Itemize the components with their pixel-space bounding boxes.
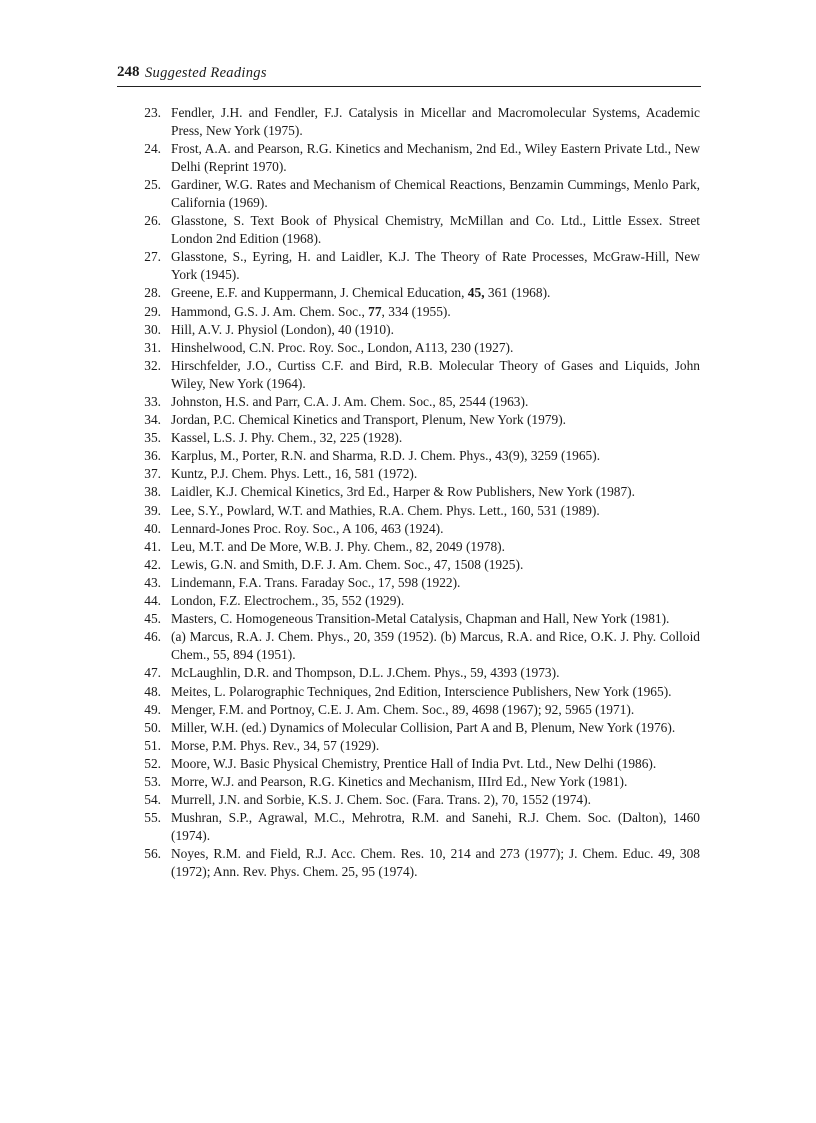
reference-text: Glasstone, S. Text Book of Physical Chemistry, McMillan and Co. Ltd., Little Essex. Street London 2nd Edition (1968). bbox=[171, 213, 700, 247]
reference-item bbox=[133, 483, 700, 501]
reference-item bbox=[133, 357, 700, 393]
reference-number: 39. bbox=[144, 502, 161, 518]
reference-text: Lewis, G.N. and Smith, D.F. J. Am. Chem. Soc., 47, 1508 (1925). bbox=[171, 556, 524, 572]
reference-number: 49. bbox=[144, 701, 161, 717]
reference-text: Kassel, L.S. J. Phy. Chem., 32, 225 (1928). bbox=[171, 430, 403, 446]
reference-item bbox=[133, 339, 700, 357]
reference-item bbox=[133, 104, 700, 140]
reference-item bbox=[133, 755, 700, 773]
reference-number: 33. bbox=[144, 394, 161, 409]
reference-text: Meites, L. Polarographic Techniques, 2nd Edition, Interscience Publishers, New York (1965). bbox=[171, 683, 672, 699]
reference-item bbox=[133, 719, 700, 737]
reference-number: 48. bbox=[144, 683, 161, 699]
reference-item bbox=[133, 393, 700, 411]
reference-number: 44. bbox=[144, 593, 161, 609]
reference-text: Leu, M.T. and De More, W.B. J. Phy. Chem., 82, 2049 (1978). bbox=[171, 538, 505, 554]
reference-text: Morse, P.M. Phys. Rev., 34, 57 (1929). bbox=[171, 737, 380, 753]
reference-number: 42. bbox=[144, 556, 161, 572]
reference-item bbox=[133, 212, 700, 248]
page-header bbox=[117, 64, 701, 87]
reference-number: 24. bbox=[144, 140, 161, 156]
reference-number: 43. bbox=[144, 574, 161, 590]
reference-text: Kuntz, P.J. Chem. Phys. Lett., 16, 581 (1972). bbox=[171, 466, 418, 482]
reference-item bbox=[133, 664, 700, 682]
running-title: Suggested Readings bbox=[145, 65, 267, 81]
reference-text bbox=[171, 285, 550, 300]
reference-item bbox=[133, 248, 700, 284]
reference-text: Laidler, K.J. Chemical Kinetics, 3rd Ed., Harper & Row Publishers, New York (1987). bbox=[171, 484, 635, 500]
reference-number: 27. bbox=[144, 249, 161, 265]
reference-text: (a) Marcus, R.A. J. Chem. Phys., 20, 359 (1952). (b) Marcus, R.A. and Rice, O.K. J. Phy. Colloid Chem., 55, 894 (1951). bbox=[171, 629, 700, 663]
reference-text: Hinshelwood, C.N. Proc. Roy. Soc., London, A113, 230 (1927). bbox=[171, 339, 514, 355]
reference-number: 38. bbox=[144, 484, 161, 500]
reference-list bbox=[133, 104, 700, 882]
reference-text: Johnston, H.S. and Parr, C.A. J. Am. Chem. Soc., 85, 2544 (1963). bbox=[171, 394, 529, 409]
reference-text-part: Hammond, G.S. J. Am. Chem. Soc., bbox=[171, 303, 369, 319]
reference-text-part: Greene, E.F. and Kuppermann, J. Chemical Education, bbox=[171, 285, 468, 301]
reference-item bbox=[133, 809, 700, 845]
reference-number: 50. bbox=[144, 719, 161, 735]
reference-item bbox=[133, 737, 700, 755]
reference-item bbox=[133, 429, 700, 447]
reference-item bbox=[133, 284, 700, 302]
reference-number: 54. bbox=[144, 792, 161, 808]
reference-item bbox=[133, 628, 700, 664]
page-number: 248 bbox=[117, 64, 140, 80]
reference-text-part: 361 (1968). bbox=[484, 285, 551, 301]
reference-item bbox=[133, 610, 700, 628]
reference-number: 34. bbox=[144, 412, 161, 428]
reference-item bbox=[133, 520, 700, 538]
reference-number: 23. bbox=[144, 104, 161, 120]
reference-text: Frost, A.A. and Pearson, R.G. Kinetics and Mechanism, 2nd Ed., Wiley Eastern Private Ltd., New Delhi (Reprint 1970). bbox=[171, 140, 700, 174]
reference-item bbox=[133, 321, 700, 339]
reference-text: Lindemann, F.A. Trans. Faraday Soc., 17, 598 (1922). bbox=[171, 574, 461, 590]
reference-text: Murrell, J.N. and Sorbie, K.S. J. Chem. Soc. (Fara. Trans. 2), 70, 1552 (1974). bbox=[171, 792, 591, 808]
reference-number: 35. bbox=[144, 430, 161, 446]
reference-item bbox=[133, 538, 700, 556]
reference-item bbox=[133, 845, 700, 881]
reference-number: 32. bbox=[144, 357, 161, 373]
reference-text: Hill, A.V. J. Physiol (London), 40 (1910). bbox=[171, 321, 394, 337]
reference-text: Gardiner, W.G. Rates and Mechanism of Chemical Reactions, Benzamin Cummings, Menlo Park, California (1969). bbox=[171, 176, 700, 210]
reference-item bbox=[133, 791, 700, 809]
reference-number: 45. bbox=[144, 611, 161, 627]
reference-text: Jordan, P.C. Chemical Kinetics and Transport, Plenum, New York (1979). bbox=[171, 412, 567, 428]
reference-number: 41. bbox=[144, 538, 161, 554]
reference-text: Noyes, R.M. and Field, R.J. Acc. Chem. Res. 10, 214 and 273 (1977); J. Chem. Educ. 49, 308 (1972); Ann. Rev. Phys. Chem. 25, 95 (1974). bbox=[171, 846, 700, 880]
reference-text: Glasstone, S., Eyring, H. and Laidler, K.J. The Theory of Rate Processes, McGraw-Hill, New York (1945). bbox=[171, 249, 700, 283]
reference-text: Lee, S.Y., Powlard, W.T. and Mathies, R.A. Chem. Phys. Lett., 160, 531 (1989). bbox=[171, 502, 600, 518]
reference-text: Miller, W.H. (ed.) Dynamics of Molecular Collision, Part A and B, Plenum, New York (1976). bbox=[171, 719, 676, 735]
reference-item bbox=[133, 411, 700, 429]
reference-number: 51. bbox=[144, 737, 161, 753]
reference-number: 52. bbox=[144, 755, 161, 771]
reference-number: 53. bbox=[144, 773, 161, 789]
reference-text: Lennard-Jones Proc. Roy. Soc., A 106, 463 (1924). bbox=[171, 520, 444, 536]
reference-text: Menger, F.M. and Portnoy, C.E. J. Am. Chem. Soc., 89, 4698 (1967); 92, 5965 (1971). bbox=[171, 701, 635, 717]
reference-text: Hirschfelder, J.O., Curtiss C.F. and Bird, R.B. Molecular Theory of Gases and Liquids, John Wiley, New York (1964). bbox=[171, 357, 700, 391]
reference-volume-bold: 77 bbox=[368, 303, 382, 319]
reference-item bbox=[133, 701, 700, 719]
reference-item bbox=[133, 574, 700, 592]
reference-text-part: , 334 (1955). bbox=[381, 303, 451, 319]
reference-text: Fendler, J.H. and Fendler, F.J. Catalysis in Micellar and Macromolecular Systems, Academic Press, New York (1975). bbox=[171, 104, 700, 138]
reference-number: 26. bbox=[144, 213, 161, 229]
reference-text bbox=[171, 304, 451, 319]
reference-number: 55. bbox=[144, 810, 161, 826]
reference-item bbox=[133, 556, 700, 574]
reference-number: 37. bbox=[144, 466, 161, 482]
reference-text: Morre, W.J. and Pearson, R.G. Kinetics and Mechanism, IIIrd Ed., New York (1981). bbox=[171, 773, 628, 789]
reference-item bbox=[133, 592, 700, 610]
reference-volume-bold: 45, bbox=[467, 285, 485, 301]
reference-number: 31. bbox=[144, 339, 161, 355]
reference-item bbox=[133, 502, 700, 520]
reference-text: Moore, W.J. Basic Physical Chemistry, Prentice Hall of India Pvt. Ltd., New Delhi (1986). bbox=[171, 755, 657, 771]
reference-number: 56. bbox=[144, 846, 161, 862]
reference-number: 30. bbox=[144, 321, 161, 337]
reference-text: London, F.Z. Electrochem., 35, 552 (1929). bbox=[171, 593, 405, 609]
reference-item bbox=[133, 140, 700, 176]
reference-text: Karplus, M., Porter, R.N. and Sharma, R.D. J. Chem. Phys., 43(9), 3259 (1965). bbox=[171, 448, 601, 464]
reference-item bbox=[133, 465, 700, 483]
reference-number: 47. bbox=[144, 665, 161, 681]
reference-number: 40. bbox=[144, 520, 161, 536]
reference-number: 36. bbox=[144, 448, 161, 464]
reference-item bbox=[133, 683, 700, 701]
reference-number: 29. bbox=[144, 303, 161, 319]
reference-item bbox=[133, 447, 700, 465]
reference-item bbox=[133, 176, 700, 212]
reference-item bbox=[133, 303, 700, 321]
reference-number: 46. bbox=[144, 629, 161, 645]
reference-number: 25. bbox=[144, 176, 161, 192]
reference-text: McLaughlin, D.R. and Thompson, D.L. J.Chem. Phys., 59, 4393 (1973). bbox=[171, 665, 560, 681]
reference-text: Mushran, S.P., Agrawal, M.C., Mehrotra, R.M. and Sanehi, R.J. Chem. Soc. (Dalton), 1460 (1974). bbox=[171, 810, 700, 844]
reference-item bbox=[133, 773, 700, 791]
reference-number: 28. bbox=[144, 285, 161, 301]
reference-text: Masters, C. Homogeneous Transition-Metal Catalysis, Chapman and Hall, New York (1981). bbox=[171, 611, 670, 627]
